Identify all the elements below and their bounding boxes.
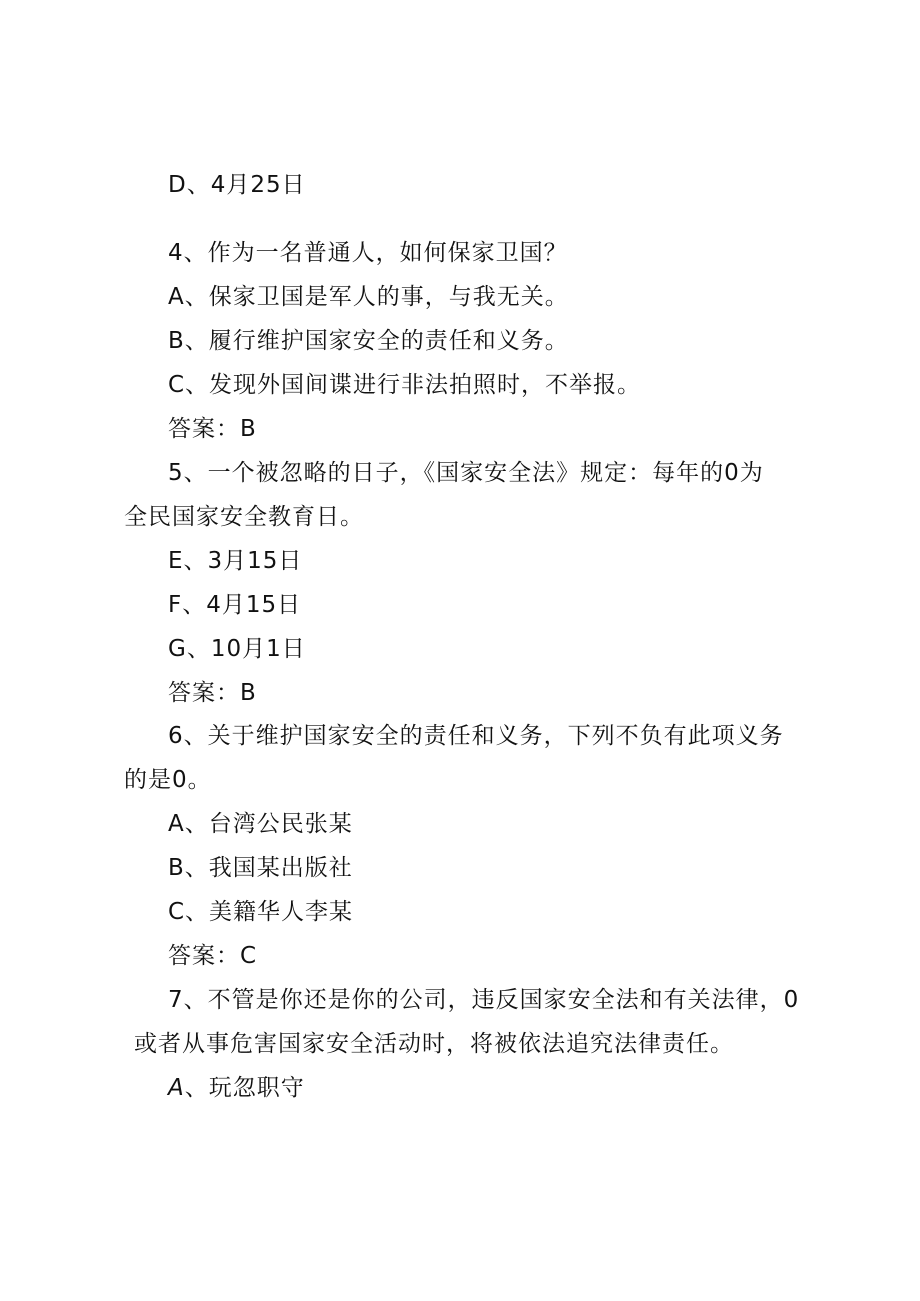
q6-question-line1: 6、关于维护国家安全的责任和义务，下列不负有此项义务 — [168, 723, 784, 749]
q6-answer: 答案：C — [168, 943, 258, 969]
q7-question-line1: 7、不管是你还是你的公司，违反国家安全法和有关法律，0 — [168, 987, 800, 1013]
q7-question-line2: 或者从事危害国家安全活动时，将被依法追究法律责任。 — [134, 1031, 734, 1057]
q5-answer: 答案：B — [168, 680, 257, 706]
q4-question: 4、作为一名普通人，如何保家卫国？ — [168, 240, 568, 266]
q5-option-e: E、3月15日 — [168, 548, 303, 574]
q6-option-c: C、美籍华人李某 — [168, 899, 354, 925]
q7-option-a-letter: A — [168, 1075, 185, 1101]
q6-question-line2: 的是0。 — [124, 767, 212, 793]
q7-option-a — [168, 1073, 305, 1103]
q6-option-a: A、台湾公民张某 — [168, 811, 353, 837]
q7-option-a-text: 、玩忽职守 — [184, 1075, 305, 1101]
q4-option-c: C、发现外国间谍进行非法拍照时，不举报。 — [168, 372, 642, 398]
q6-option-b: B、我国某出版社 — [168, 855, 353, 881]
q5-question-line2: 全民国家安全教育日。 — [124, 504, 364, 530]
q5-question-line1: 5、一个被忽略的日子，《国家安全法》规定：每年的0为 — [168, 460, 764, 486]
q4-option-b: B、履行维护国家安全的责任和义务。 — [168, 328, 569, 354]
q5-option-f: F、4月15日 — [168, 592, 302, 618]
q4-option-a: A、保家卫国是军人的事，与我无关。 — [168, 284, 569, 310]
q4-answer: 答案：B — [168, 416, 257, 442]
q5-option-g: G、10月1日 — [168, 636, 306, 662]
option-d-prev: D、4月25日 — [168, 172, 306, 198]
